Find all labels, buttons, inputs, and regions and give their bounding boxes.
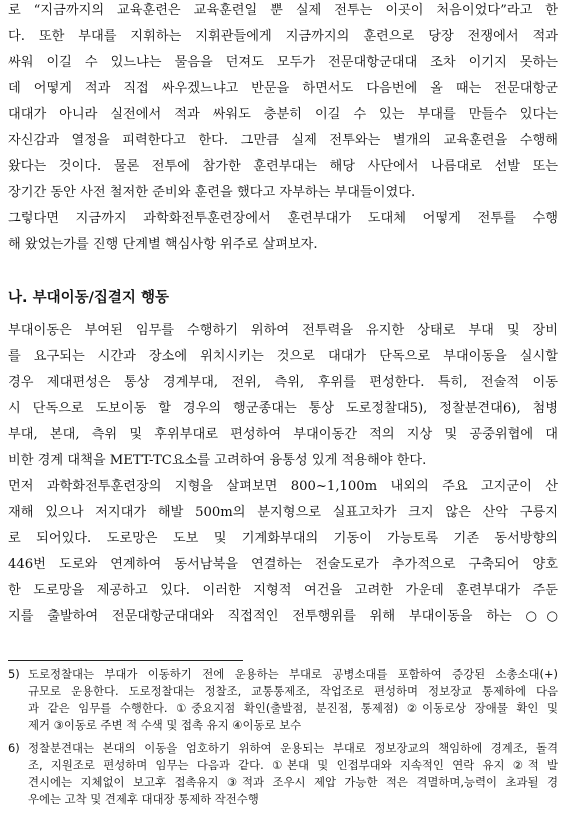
body-text-line: 로 “지금까지의 교육훈련은 교육훈련일 뿐 실제 전투는 이곳이 처음이었다”라고 한 — [8, 3, 558, 18]
body-text-line: 경우 제대편성은 통상 경계부대, 전위, 측위, 후위를 편성한다. 특히, 전술적 이동 — [8, 375, 558, 390]
body-text-line: 부대이동은 부여된 임무를 수행하기 위하여 전투력을 유지한 상태로 부대 및 장비 — [8, 323, 558, 338]
footnote-number: 6) — [8, 741, 20, 755]
footnote-text-line: 견시에는 지체없이 보고후 접촉유지 ③적과 조우시 제압 가능한 적은 격멸하며,능력이 초과될 경 — [28, 775, 558, 789]
section-heading: 나. 부대이동/집결지 행동 — [8, 290, 169, 306]
footnote-number: 5) — [8, 667, 20, 681]
body-text-line: 대대가 아니라 실전에서 적과 싸워도 충분히 이길 수 있는 부대를 만들수 있다는 — [8, 107, 558, 122]
footnote-5 — [8, 666, 558, 684]
body-text-line: 부대, 본대, 측위 및 후위부대로 편성하여 부대이동간 적의 지상 및 공중위협에 대 — [8, 427, 558, 442]
body-text-line: 로 되어있다. 도로망은 도보 및 기계화부대의 기동이 가능토록 기존 동서방향의 — [8, 531, 558, 546]
body-text-line: 지를 출발하여 전문대항군대대와 직접적인 전투행위를 위해 부대이동을 하는 ○○ — [8, 609, 558, 624]
body-text-line: 자신감과 열정을 피력한다고 한다. 그만큼 실제 전투와는 별개의 교육훈련을 수행해 — [8, 133, 558, 148]
body-text-line: 왔다는 것이다. 물론 전투에 참가한 훈련부대는 해당 사단에서 나름대로 선발 또는 — [8, 159, 558, 174]
body-text-line: 해 왔었는가를 진행 단계별 핵심사항 위주로 살펴보자. — [8, 237, 318, 252]
body-text-line: 장기간 동안 사전 철저한 준비와 훈련을 했다고 자부하는 부대들이였다. — [8, 185, 416, 200]
body-text-line: 한 도로망을 제공하고 있다. 이러한 지형적 여건을 고려한 가운데 훈련부대가 주둔 — [8, 583, 558, 598]
body-text-line: 비한 경계 대책을 METT-TC요소를 고려하여 융통성 있게 적용해야 한다. — [8, 453, 427, 468]
footnote-6 — [8, 740, 558, 758]
body-text-line: 다. 또한 부대를 지휘하는 지휘관들에게 지금까지의 훈련으로 당장 전쟁에서 적과 — [8, 29, 558, 44]
footnote-separator — [8, 660, 243, 661]
body-text-line: 를 요구되는 시간과 장소에 위치시키는 것으로 대대가 단독으로 부대이동을 실시할 — [8, 349, 558, 364]
body-text-line: 먼저 과학화전투훈련장의 지형을 살펴보면 800~1,100m 내외의 주요 고지군이 산 — [8, 479, 558, 494]
footnote-text-line: 과 같은 임무를 수행한다. ①중요지점 확인(출발점, 분진점, 통제점) ②이동로상 장애물 확인 및 — [28, 701, 558, 715]
body-text-line: 시 단독으로 도보이동 할 경우의 행군종대는 통상 도로정찰대5), 정찰분견대6), 첨병 — [8, 401, 558, 416]
footnote-text-line: 우에는 고착 및 견제후 대대장 통제하 작전수행 — [28, 792, 259, 806]
body-text-line: 446번 도로와 연계하여 동서남북을 연결하는 전술도로가 추가적으로 구축되어 양호 — [8, 557, 558, 572]
body-text-line: 싸워 이길 수 있느냐는 물음을 던져도 모두가 전문대항군대대 조차 이기지 못하는 — [8, 55, 558, 70]
footnote-text-line: 규모로 운용한다. 도로정찰대는 정찰조, 교통통제조, 작업조로 편성하며 정보장교 통제하에 다음 — [28, 684, 558, 698]
footnote-text-line: 정찰분견대는 본대의 이동을 엄호하기 위하여 운용되는 부대로 정보장교의 책임하에 경계조, 돌격 — [28, 741, 558, 755]
body-text-line: 재해 있으나 저지대가 해발 500m의 분지형으로 실표고차가 크지 않은 산악 구릉지 — [8, 505, 558, 520]
footnote-text-line: 도로정찰대는 부대가 이동하기 전에 운용하는 부대로 공병소대를 포함하여 증강된 소총소대(+) — [28, 667, 558, 681]
body-text-line: 데 어떻게 적과 직접 싸우겠느냐고 반문을 하면서도 다음번에 올 때는 전문대항군 — [8, 81, 558, 96]
footnote-text-line: 조, 지원조로 편성하며 임무는 다음과 같다. ①본대 및 인접부대와 지속적인 연락 유지 ②적 발 — [28, 758, 558, 772]
footnote-text-line: 제거 ③이동로 주변 적 수색 및 접촉 유지 ④이동로 보수 — [28, 718, 302, 732]
body-text-line: 그렇다면 지금까지 과학화전투훈련장에서 훈련부대가 도대체 어떻게 전투를 수행 — [8, 211, 558, 226]
